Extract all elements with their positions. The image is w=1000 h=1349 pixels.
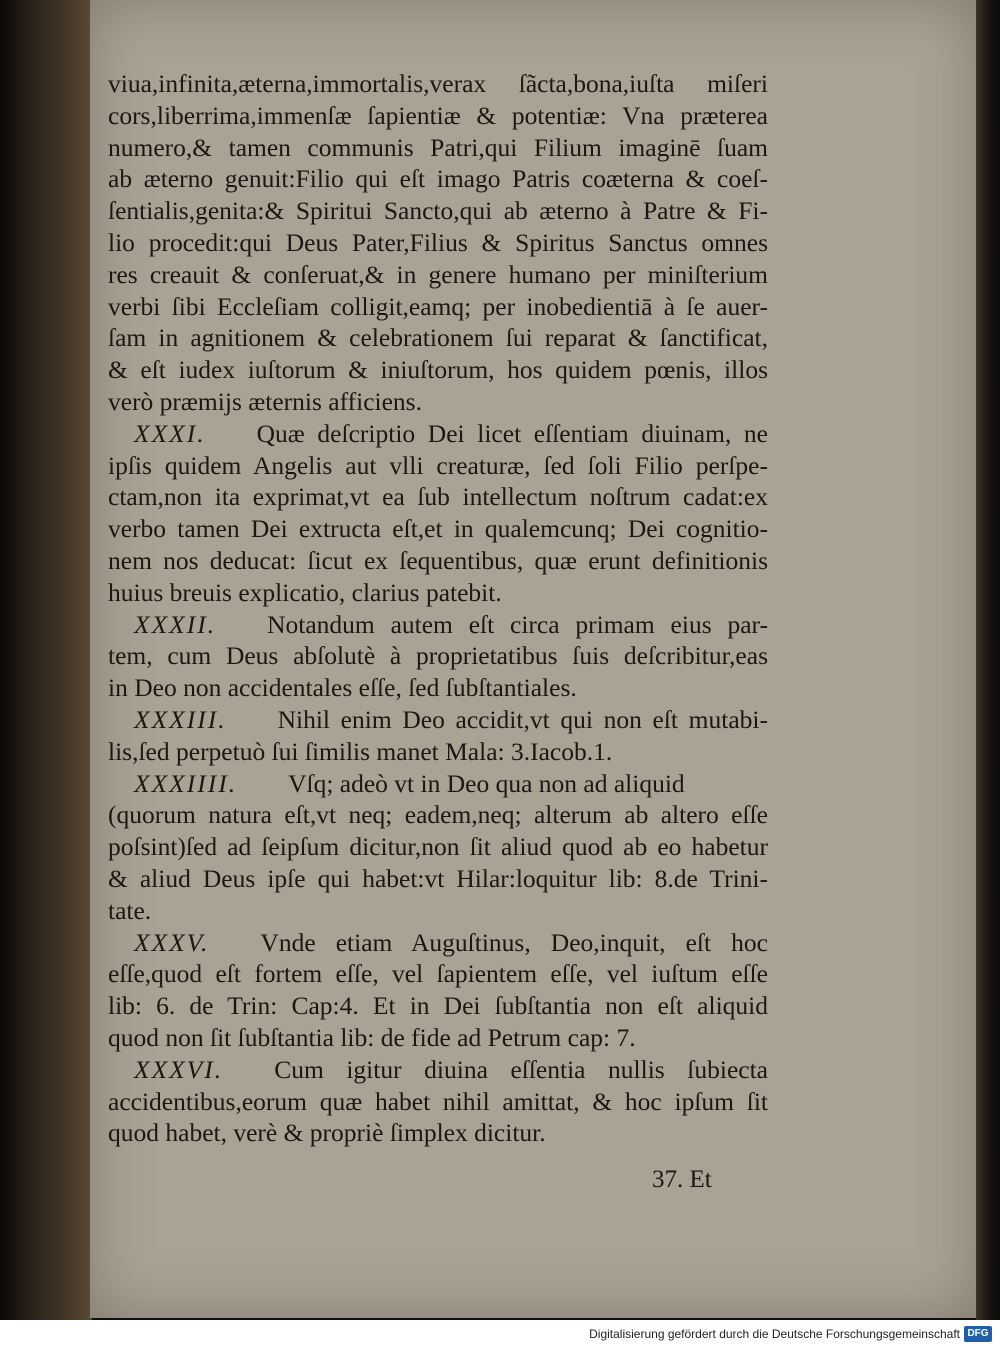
page-edge bbox=[976, 0, 1000, 1320]
text-line bbox=[108, 958, 768, 990]
text-line bbox=[108, 132, 768, 164]
line-text: Notandum autem eſt circa primam eius par- bbox=[267, 609, 768, 639]
text-line bbox=[108, 322, 768, 354]
text-line bbox=[108, 577, 768, 609]
text-line bbox=[108, 1117, 768, 1149]
line-text: poſsint)ſed ad ſeipſum dicitur,non ſit aliud quod ab eo habetur bbox=[108, 832, 768, 862]
line-text: Vnde etiam Auguſtinus, Deo,inquit, eſt hoc bbox=[260, 927, 768, 957]
section-number: XXXIIII. bbox=[134, 768, 238, 798]
page-body-text bbox=[108, 68, 768, 1149]
text-line bbox=[108, 291, 768, 323]
line-text: & eſt iudex iuſtorum & iniuſtorum, hos quidem pœnis, illos bbox=[108, 355, 768, 385]
line-text: ſam in agnitionem & celebrationem ſui reparat & ſanctificat, bbox=[108, 323, 768, 353]
section-number: XXXVI. bbox=[134, 1054, 224, 1084]
section-number: XXXII. bbox=[134, 609, 217, 639]
line-text: ipſis quidem Angelis aut vlli creaturæ, ſed ſoli Filio perſpe- bbox=[108, 450, 768, 480]
text-line bbox=[108, 259, 768, 291]
line-text: verbi ſibi Eccleſiam colligit,eamq; per inobedientiā à ſe auer- bbox=[108, 291, 768, 321]
text-line bbox=[108, 990, 768, 1022]
line-text: cors,liberrima,immenſæ ſapientiæ & potentiæ: Vna præterea bbox=[108, 100, 768, 130]
text-line bbox=[108, 481, 768, 513]
text-line bbox=[108, 640, 768, 672]
text-line bbox=[108, 768, 768, 800]
line-text: lis,ſed perpetuò ſui ſimilis manet Mala: 3.Iacob.1. bbox=[108, 736, 613, 766]
book-spine bbox=[0, 0, 92, 1320]
dfg-logo: DFG bbox=[964, 1326, 992, 1342]
line-text: Vſq; adeò vt in Deo qua non ad aliquid bbox=[288, 768, 685, 798]
text-line bbox=[108, 927, 768, 959]
text-line bbox=[108, 1086, 768, 1118]
text-line bbox=[108, 609, 768, 641]
line-text: viua,infinita,æterna,immortalis,verax ſãcta,bona,iuſta miſeri bbox=[108, 69, 768, 98]
section-number: XXXV. bbox=[134, 927, 210, 957]
line-text: huius breuis explicatio, clarius patebit. bbox=[108, 577, 502, 607]
text-line bbox=[108, 354, 768, 386]
line-text: nem nos deducat: ſicut ex ſequentibus, quæ erunt definitionis bbox=[108, 545, 768, 575]
text-line bbox=[108, 736, 768, 768]
line-text: numero,& tamen communis Patri,qui Filium imaginē ſuam bbox=[108, 132, 768, 162]
text-line bbox=[108, 704, 768, 736]
text-line bbox=[108, 195, 768, 227]
line-text: res creauit & conſeruat,& in genere humano per miniſterium bbox=[108, 259, 768, 289]
footer-bar bbox=[0, 1320, 1000, 1349]
line-text: ctam,non ita exprimat,vt ea ſub intellectum noſtrum cadat:ex bbox=[108, 482, 768, 512]
text-line bbox=[108, 1022, 768, 1054]
line-text: & aliud Deus ipſe qui habet:vt Hilar:loquitur lib: 8.de Trini- bbox=[108, 863, 768, 893]
line-text: verbo tamen Dei extructa eſt,et in qualemcunq; Dei cognitio- bbox=[108, 514, 768, 544]
line-text: ab æterno genuit:Filio qui eſt imago Patris coæterna & coeſ- bbox=[108, 164, 768, 194]
line-text: accidentibus,eorum quæ habet nihil amittat, & hoc ipſum ſit bbox=[108, 1086, 768, 1116]
text-line bbox=[108, 163, 768, 195]
line-text: tate. bbox=[108, 895, 152, 925]
line-text: eſſe,quod eſt fortem eſſe, vel ſapientem eſſe, vel iuſtum eſſe bbox=[108, 959, 768, 989]
section-number: XXXI. bbox=[134, 418, 206, 448]
text-line bbox=[108, 672, 768, 704]
line-text: ſentialis,genita:& Spiritui Sancto,qui ab æterno à Patre & Fi- bbox=[108, 196, 768, 226]
text-line bbox=[108, 863, 768, 895]
catchword: 37. Et bbox=[652, 1166, 712, 1193]
text-line bbox=[108, 513, 768, 545]
line-text: verò præmijs æternis afficiens. bbox=[108, 386, 422, 416]
text-line bbox=[108, 1054, 768, 1086]
line-text: quod habet, verè & propriè ſimplex dicitur. bbox=[108, 1118, 546, 1148]
text-line bbox=[108, 799, 768, 831]
line-text: Nihil enim Deo accidit,vt qui non eſt mutabi- bbox=[277, 704, 768, 734]
line-text: tem, cum Deus abſolutè à proprietatibus ſuis deſcribitur,eas bbox=[108, 641, 768, 671]
text-line bbox=[108, 227, 768, 259]
text-line bbox=[108, 68, 768, 100]
text-line bbox=[108, 100, 768, 132]
text-line bbox=[108, 545, 768, 577]
line-text: lio procedit:qui Deus Pater,Filius & Spiritus Sanctus omnes bbox=[108, 227, 768, 257]
line-text: Cum igitur diuina eſſentia nullis ſubiecta bbox=[274, 1054, 768, 1084]
line-text: quod non ſit ſubſtantia lib: de fide ad Petrum cap: 7. bbox=[108, 1022, 636, 1052]
text-line bbox=[108, 418, 768, 450]
funding-credit: Digitalisierung gefördert durch die Deutsche Forschungsgemeinschaft bbox=[589, 1327, 960, 1341]
text-line bbox=[108, 450, 768, 482]
section-number: XXXIII. bbox=[134, 704, 227, 734]
text-line bbox=[108, 386, 768, 418]
line-text: in Deo non accidentales eſſe, ſed ſubſtantiales. bbox=[108, 673, 577, 703]
line-text: (quorum natura eſt,vt neq; eadem,neq; alterum ab altero eſſe bbox=[108, 800, 768, 830]
line-text: lib: 6. de Trin: Cap:4. Et in Dei ſubſtantia non eſt aliquid bbox=[108, 991, 768, 1021]
text-line bbox=[108, 895, 768, 927]
text-line bbox=[108, 831, 768, 863]
line-text: Quæ deſcriptio Dei licet eſſentiam diuinam, ne bbox=[256, 418, 768, 448]
